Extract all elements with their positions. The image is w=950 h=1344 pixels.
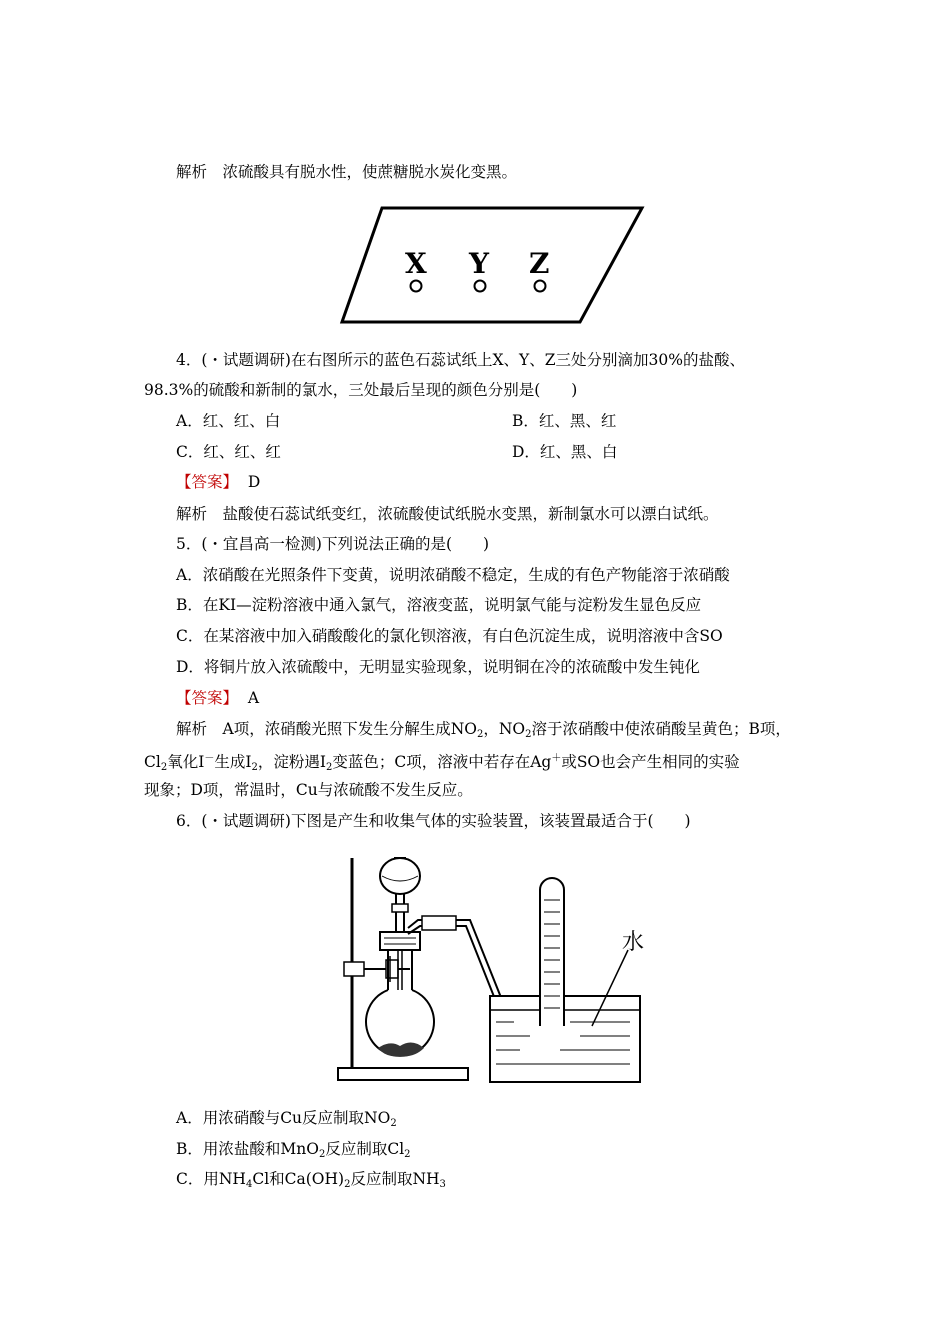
q4-option-a: A．红、红、白: [176, 412, 281, 430]
label-x: X: [405, 247, 427, 280]
q3-explanation: 解析 浓硫酸具有脱水性，使蔗糖脱水炭化变黑。: [176, 163, 518, 181]
q5-answer: [176, 688, 259, 708]
subscript: 2: [325, 762, 333, 773]
superscript: ＋: [551, 753, 562, 764]
subscript: 2: [476, 729, 484, 740]
subscript: 2: [318, 1149, 326, 1160]
q5-exp1-part: ，NO: [483, 720, 526, 738]
subscript: 2: [390, 1118, 397, 1129]
q6-option-c: [176, 1169, 446, 1195]
q6-option-a: [176, 1108, 397, 1134]
q5-exp1-part: 解析 A项，浓硝酸光照下发生分解生成NO: [176, 720, 477, 738]
label-z: Z: [529, 247, 550, 280]
q4-answer-value: D: [247, 473, 261, 491]
subscript: 2: [160, 762, 168, 773]
q5-exp2-part: 或SO也会产生相同的实验: [561, 753, 740, 771]
q5-option-c: C．在某溶液中加入硝酸酸化的氯化钡溶液，有白色沉淀生成，说明溶液中含SO: [176, 627, 723, 645]
apparatus-figure: [330, 850, 650, 1090]
q5-exp2-part: ，淀粉遇I: [257, 753, 326, 771]
subscript: 2: [251, 762, 258, 773]
q5-option-d: D．将铜片放入浓硫酸中，无明显实验现象，说明铜在冷的浓硫酸中发生钝化: [176, 658, 700, 676]
q6-opt-part: C．用NH: [176, 1170, 246, 1188]
q4-answer-tag: 【答案】: [176, 473, 239, 491]
q5-explanation-line1: [176, 719, 791, 745]
subscript: 2: [344, 1179, 351, 1190]
q5-answer-value: A: [247, 689, 260, 707]
subscript: 4: [245, 1179, 253, 1190]
q5-explanation-line2: [144, 749, 740, 778]
q6-opt-part: A．用浓硝酸与Cu反应制取NO: [176, 1109, 391, 1127]
q4-answer: [176, 472, 260, 492]
q5-exp2-part: 生成I: [214, 753, 252, 771]
water-label: 水: [622, 930, 645, 955]
litmus-paper-figure: [330, 200, 650, 330]
q6-opt-part: B．用浓盐酸和MnO: [176, 1140, 319, 1158]
subscript: 3: [439, 1179, 446, 1190]
q4-stem-line1: 4．(・试题调研)在右图所示的蓝色石蕊试纸上X、Y、Z三处分别滴加30%的盐酸、: [176, 351, 745, 369]
q6-opt-part: 反应制取NH: [350, 1170, 440, 1188]
q6-stem: 6．(・试题调研)下图是产生和收集气体的实验装置，该装置最适合于( ): [176, 812, 691, 830]
q6-opt-part: 反应制取Cl: [325, 1140, 405, 1158]
q4-explanation: 解析 盐酸使石蕊试纸变红，浓硫酸使试纸脱水变黑，新制氯水可以漂白试纸。: [176, 505, 719, 523]
q5-exp2-part: Cl: [144, 753, 161, 771]
q5-option-b: B．在KI—淀粉溶液中通入氯气，溶液变蓝，说明氯气能与淀粉发生显色反应: [176, 596, 702, 614]
subscript: 2: [404, 1149, 411, 1160]
q6-opt-part: Cl和Ca(OH): [252, 1170, 345, 1188]
q4-option-d: D．红、黑、白: [512, 443, 618, 461]
q5-exp1-part: 溶于浓硝酸中使浓硝酸呈黄色；B项，: [531, 720, 791, 738]
q5-explanation-line3: 现象；D项，常温时，Cu与浓硫酸不发生反应。: [144, 781, 473, 799]
q5-option-a: A．浓硝酸在光照条件下变黄，说明浓硝酸不稳定，生成的有色产物能溶于浓硝酸: [176, 566, 730, 584]
q6-option-b: [176, 1139, 411, 1165]
q5-exp2-part: 变蓝色；C项，溶液中若存在Ag: [332, 753, 552, 771]
q4-option-b: B．红、黑、红: [512, 412, 617, 430]
q5-stem: 5．(・宜昌高一检测)下列说法正确的是( ): [176, 535, 490, 553]
q4-stem-line2: 98.3%的硫酸和新制的氯水，三处最后呈现的颜色分别是( ): [144, 381, 578, 399]
q5-answer-tag: 【答案】: [176, 689, 239, 707]
q4-option-c: C．红、红、红: [176, 443, 281, 461]
label-y: Y: [469, 247, 489, 280]
subscript: 2: [525, 729, 532, 740]
q5-exp2-part: 氧化I: [167, 753, 205, 771]
superscript: －: [204, 753, 215, 764]
